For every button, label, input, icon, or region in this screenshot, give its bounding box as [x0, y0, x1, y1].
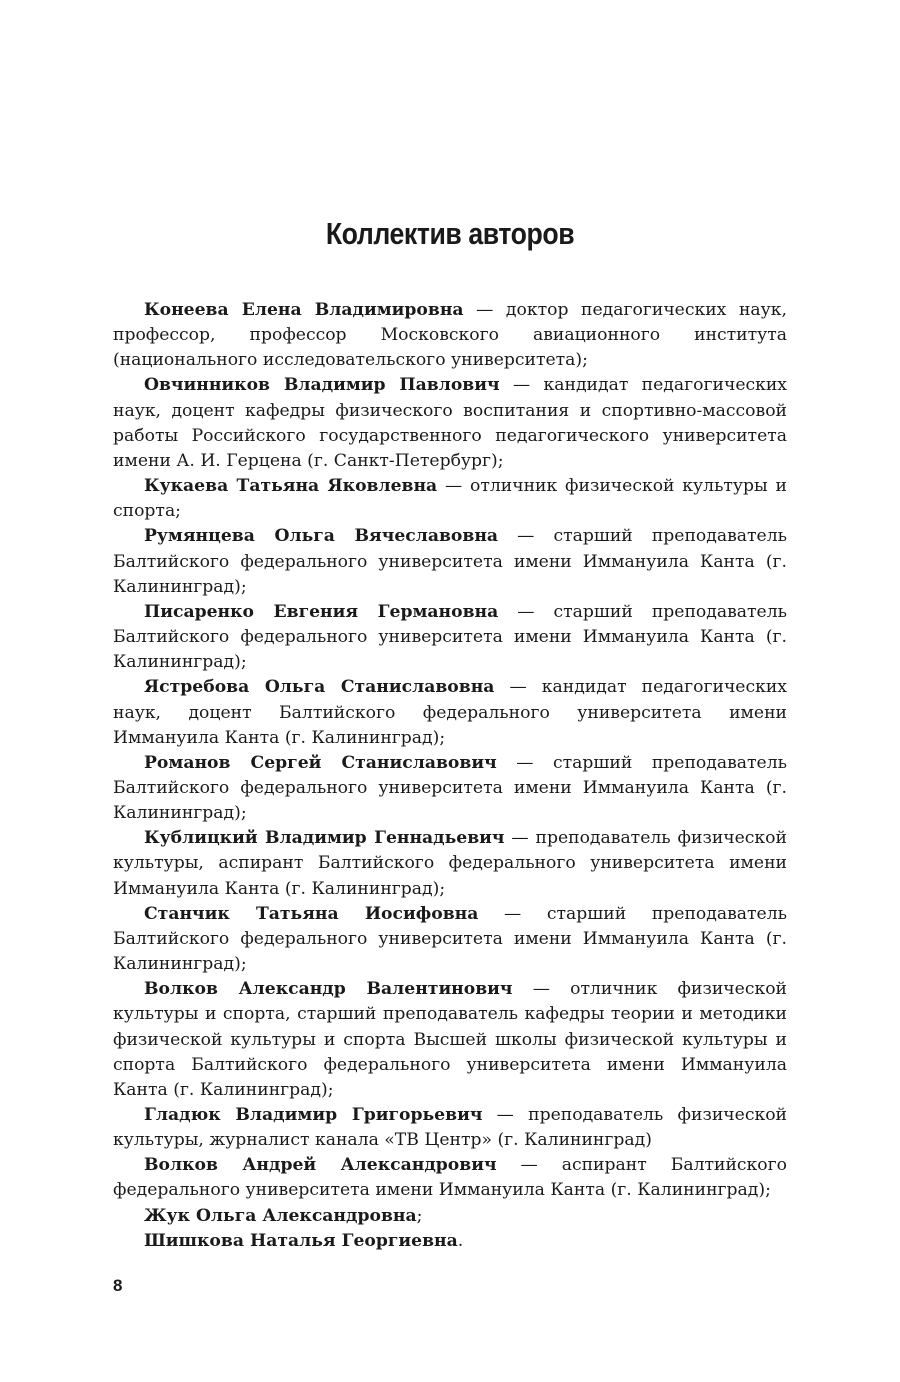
author-name: Писаренко Евгения Германовна [144, 601, 499, 622]
author-separator: — [482, 1105, 529, 1125]
author-description: старший преподаватель Балтийского федерального университета имени Иммануила Канта (г. Калининград); [113, 752, 787, 824]
author-name: Гладюк Владимир Григорьевич [144, 1105, 483, 1125]
author-name: Румянцева Ольга Вячеславовна [144, 526, 499, 547]
author-entry [113, 1103, 787, 1153]
author-separator: — [504, 828, 536, 849]
author-entry [113, 977, 787, 1103]
page-title: Коллектив авторов [325, 216, 575, 251]
author-entry [113, 524, 787, 599]
author-separator: — [494, 677, 542, 698]
author-separator: — [499, 375, 544, 396]
author-description: . [457, 1230, 464, 1251]
author-name: Конеева Елена Владимировна [144, 300, 464, 320]
author-name: Волков Андрей Александрович [144, 1155, 497, 1176]
author-separator: — [463, 300, 506, 320]
author-separator: — [437, 476, 470, 497]
author-entry [113, 474, 787, 524]
author-name: Романов Сергей Станиславович [144, 752, 497, 773]
author-description: отличник физической культуры и спорта; [113, 476, 787, 522]
author-separator: — [512, 979, 571, 1000]
author-name: Жук Ольга Александровна [144, 1205, 417, 1226]
author-name: Овчинников Владимир Павлович [144, 375, 500, 396]
author-entry [113, 298, 787, 373]
author-name: Кукаева Татьяна Яковлевна [144, 476, 438, 497]
author-description: ; [416, 1205, 423, 1226]
author-entry [113, 751, 787, 826]
author-entry [113, 902, 787, 977]
page-number: 8 [113, 1276, 123, 1295]
author-description: аспирант Балтийского федерального университета имени Иммануила Канта (г. Калининград); [113, 1155, 787, 1201]
author-separator: — [498, 601, 554, 622]
author-name: Шишкова Наталья Георгиевна [144, 1230, 458, 1251]
author-name: Волков Александр Валентинович [144, 979, 513, 1000]
author-separator: — [496, 1155, 562, 1176]
author-entry [113, 373, 787, 474]
author-entry [113, 1204, 787, 1229]
author-description: кандидат педагогических наук, доцент Балтийского федерального университета имени Иммануила Канта (г. Калининград); [113, 677, 787, 748]
author-entry [113, 1229, 787, 1254]
author-description: отличник физической культуры и спорта, старший преподаватель кафедры теории и методики физической культуры и спорта Высшей школы физической культуры и спорта Балтийского федерального университета имени Иммануила Канта (г. Калининград); [113, 979, 788, 1100]
author-description: преподаватель физической культуры, журналист канала «ТВ Центр» (г. Калининград) [113, 1105, 787, 1151]
author-description: старший преподаватель Балтийского федерального университета имени Иммануила Канта (г. Калининград); [113, 903, 787, 975]
author-name: Станчик Татьяна Иосифовна [144, 903, 479, 924]
author-description: доктор педагогических наук, профессор, профессор Московского авиационного института (национального исследовательского университета); [113, 300, 787, 371]
author-description: кандидат педагогических наук, доцент кафедры физического воспитания и спортивно-массовой работы Российского государственного педагогического университета имени А. И. Герцена (г. Санкт-Петербург); [113, 375, 788, 471]
author-separator: — [496, 752, 553, 773]
author-description: старший преподаватель Балтийского федерального университета имени Иммануила Канта (г. Калининград); [113, 601, 787, 673]
author-name: Кублицкий Владимир Геннадьевич [144, 828, 505, 849]
author-entry [113, 600, 787, 675]
author-name: Ястребова Ольга Станиславовна [144, 677, 495, 698]
author-entry [113, 675, 787, 750]
author-separator: — [498, 526, 554, 547]
author-entry [113, 826, 787, 901]
author-description: преподаватель физической культуры, аспирант Балтийского федерального университета имени Иммануила Канта (г. Калининград); [113, 828, 787, 899]
author-description: старший преподаватель Балтийского федерального университета имени Иммануила Канта (г. Калининград); [113, 526, 787, 597]
author-entry [113, 1153, 787, 1203]
authors-list [113, 298, 787, 1254]
author-separator: — [478, 903, 547, 924]
